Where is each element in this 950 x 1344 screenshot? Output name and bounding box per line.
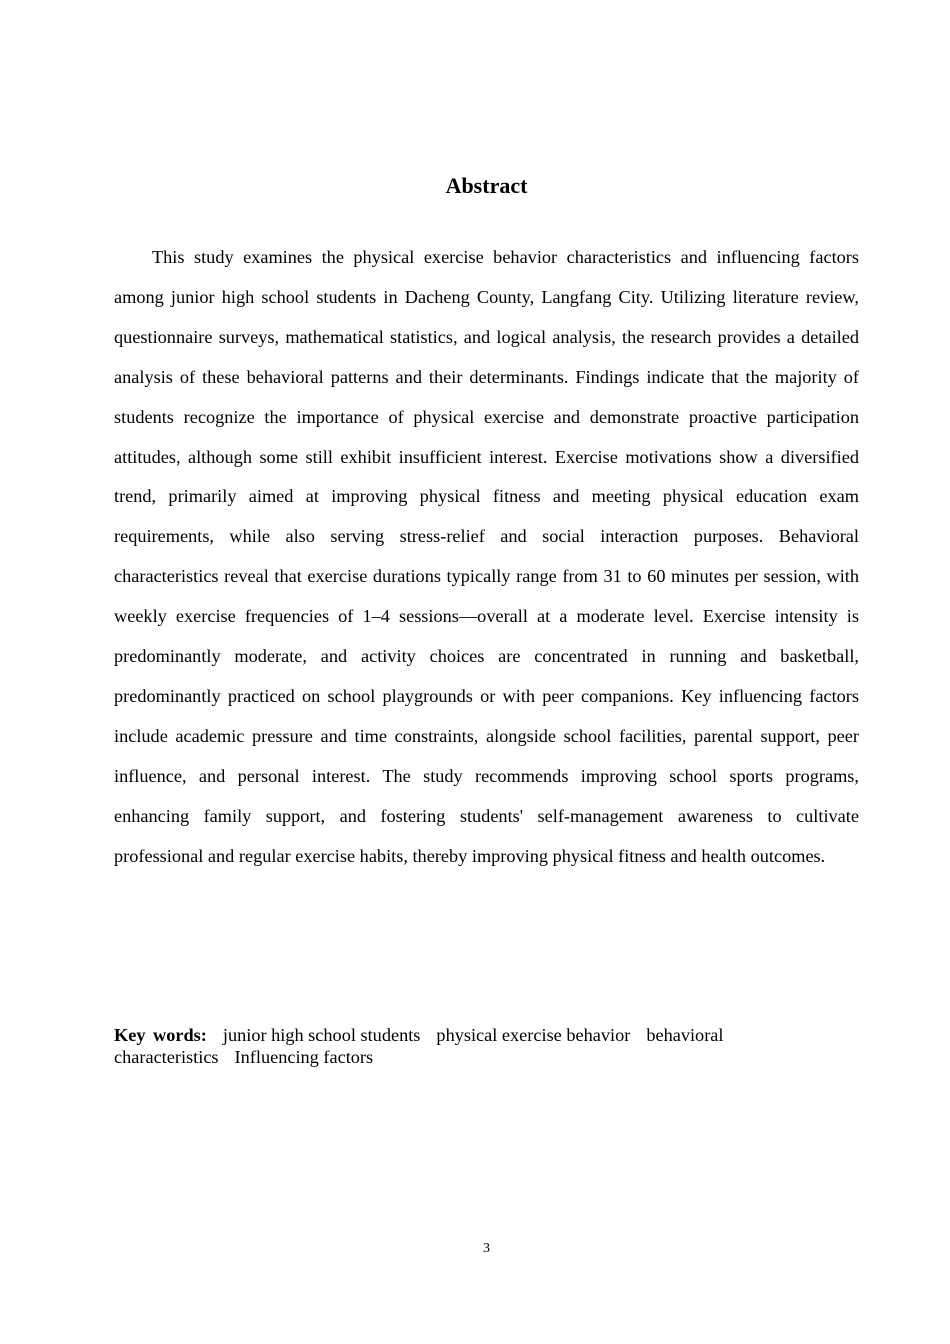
keyword-item: physical exercise behavior [436,1025,631,1045]
keywords-line [114,1024,794,1068]
keyword-item: Influencing factors [234,1047,374,1067]
abstract-body: This study examines the physical exercise behavior characteristics and influencing factors among junior high school students in Dacheng County, Langfang City. Utilizing literature review, questionnaire surveys, mathematical statistics, and logical analysis, the research provides a detailed analysis of these behavioral patterns and their determinants. Findings indicate that the majority of students recognize the importance of physical exercise and demonstrate proactive participation attitudes, although some still exhibit insufficient interest. Exercise motivations show a diversified trend, primarily aimed at improving physical fitness and meeting physical education exam requirements, while also serving stress-relief and social interaction purposes. Behavioral characteristics reveal that exercise durations typically range from 31 to 60 minutes per session, with weekly exercise frequencies of 1–4 sessions—overall at a moderate level. Exercise intensity is predominantly moderate, and activity choices are concentrated in running and basketball, predominantly practiced on school playgrounds or with peer companions. Key influencing factors include academic pressure and time constraints, alongside school facilities, parental support, peer influence, and personal interest. The study recommends improving school sports programs, enhancing family support, and fostering students' self-management awareness to cultivate professional and regular exercise habits, thereby improving physical fitness and health outcomes. [114,247,859,866]
page-number: 3 [483,1241,490,1256]
keywords-label: Key words: [114,1025,207,1045]
keyword-item: behavioral characteristics [114,1025,724,1067]
keyword-item: junior high school students [222,1025,421,1045]
abstract-title: Abstract [445,173,528,198]
